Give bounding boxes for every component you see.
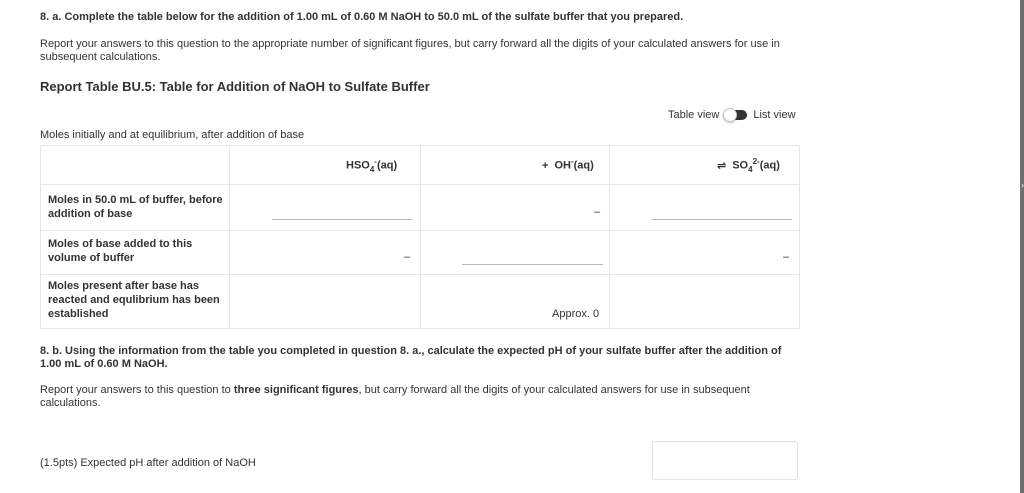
scrollbar-track[interactable]	[1020, 0, 1024, 493]
table-divider	[229, 145, 230, 329]
table-divider	[609, 145, 610, 329]
view-toggle-switch[interactable]	[723, 108, 749, 122]
initial-hso4-input[interactable]	[272, 202, 413, 220]
row-label-initial-moles: Moles in 50.0 mL of buffer, before addition of base	[48, 194, 223, 220]
table-divider	[799, 145, 800, 329]
table-view-label[interactable]: Table view	[668, 109, 720, 121]
added-so4-dash: –	[783, 251, 790, 263]
view-toggle[interactable]	[668, 108, 796, 122]
initial-so4-input[interactable]	[651, 202, 792, 220]
table-divider	[40, 145, 41, 329]
list-view-label[interactable]: List view	[753, 109, 796, 121]
equilibrium-hso4-input[interactable]	[272, 297, 413, 315]
initial-oh-dash: –	[594, 206, 601, 218]
question-8a-instructions: Report your answers to this question to the appropriate number of significant figures, but carry forward all the digits of your calculated answers for use in subsequent calculations.	[40, 38, 780, 63]
table-caption: Moles initially and at equilibrium, after addition of base	[40, 129, 305, 141]
added-oh-input[interactable]	[462, 247, 603, 265]
added-hso4-dash: –	[404, 251, 411, 263]
question-8b-instructions: Report your answers to this question to three significant figures, but carry forward all the digits of your calculated answers for use in subsequent calculations.	[40, 384, 750, 409]
header-oh: + OH-(aq)	[542, 157, 594, 172]
row-label-base-added: Moles of base added to this volume of buffer	[48, 238, 193, 264]
report-table-title: Report Table BU.5: Table for Addition of NaOH to Sulfate Buffer	[40, 79, 430, 94]
table-divider	[420, 145, 421, 329]
header-hso4: $HSO_4^-(aq)$	[346, 157, 398, 174]
equilibrium-so4-input[interactable]	[651, 297, 792, 315]
expected-ph-label: (1.5pts) Expected pH after addition of NaOH	[40, 457, 256, 469]
question-8a-heading: 8. a. Complete the table below for the addition of 1.00 mL of 0.60 M NaOH to 50.0 mL of the sulfate buffer that you prepared.	[40, 11, 684, 23]
plus-sign: +	[542, 159, 549, 172]
question-8b-heading: 8. b. Using the information from the table you completed in question 8. a., calculate the expected pH of your sulfate buffer after the addition of 1.00 mL of 0.60 M NaOH.	[40, 345, 782, 370]
expected-ph-input[interactable]	[652, 441, 798, 480]
row-label-equilibrium-moles: Moles present after base has reacted and equlibrium has been established	[48, 280, 220, 320]
header-so4: ⇌ $SO_4^{2-}(aq)$	[717, 157, 780, 174]
chevron-right-icon: ›	[1021, 180, 1024, 190]
equilibrium-arrow: ⇌	[717, 159, 727, 172]
reaction-table	[40, 145, 800, 329]
equilibrium-oh-approx: Approx. 0	[552, 308, 600, 320]
